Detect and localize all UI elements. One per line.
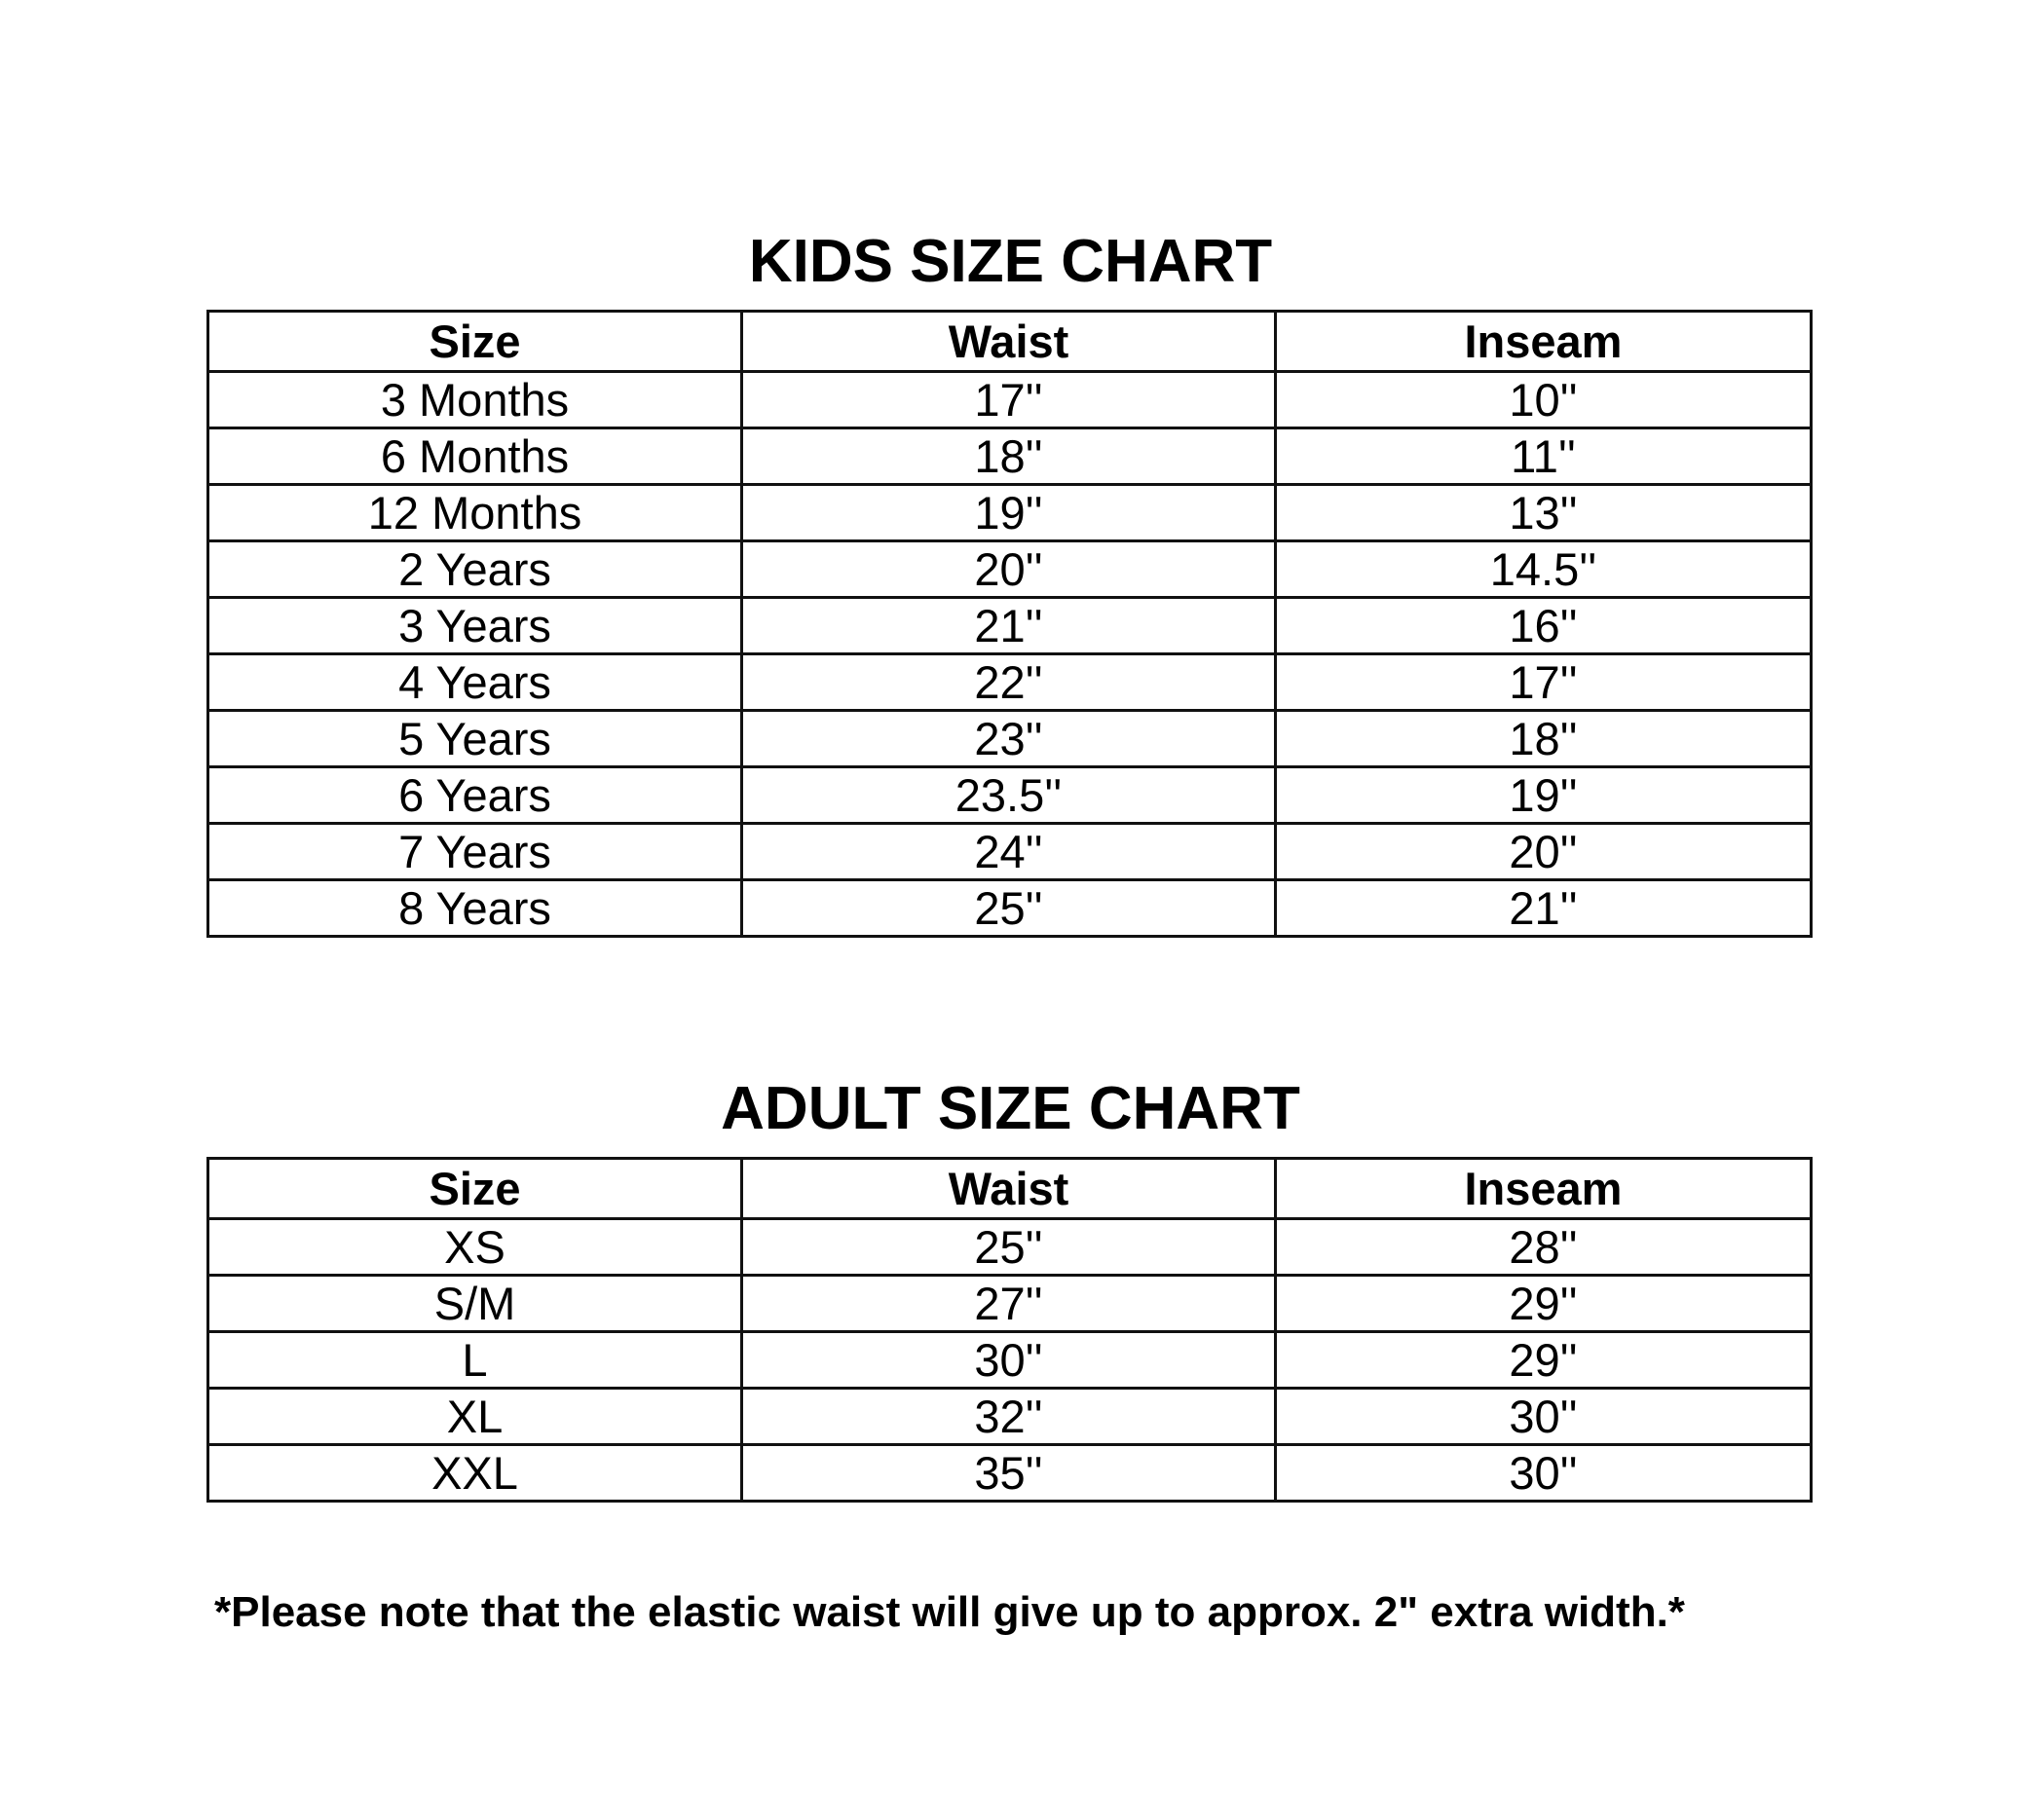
table-row	[208, 654, 1812, 711]
waist-cell: 18''	[742, 428, 1276, 485]
waist-cell: 27''	[742, 1276, 1276, 1332]
size-cell: XS	[208, 1219, 742, 1276]
table-row	[208, 711, 1812, 767]
inseam-cell: 17''	[1276, 654, 1812, 711]
size-cell: 2 Years	[208, 541, 742, 598]
size-cell: 3 Months	[208, 372, 742, 428]
size-cell: XXL	[208, 1445, 742, 1502]
table-row	[208, 485, 1812, 541]
size-cell: S/M	[208, 1276, 742, 1332]
inseam-cell: 11''	[1276, 428, 1812, 485]
kids-size-table	[206, 310, 1813, 938]
column-header-size: Size	[208, 312, 742, 372]
inseam-cell: 29''	[1276, 1332, 1812, 1389]
table-row	[208, 1219, 1812, 1276]
waist-cell: 23''	[742, 711, 1276, 767]
kids-size-chart-title: KIDS SIZE CHART	[748, 228, 1273, 295]
table-row	[208, 1445, 1812, 1502]
waist-cell: 25''	[742, 880, 1276, 937]
table-row	[208, 1389, 1812, 1445]
inseam-cell: 16''	[1276, 598, 1812, 654]
adult-size-table	[206, 1157, 1813, 1503]
size-cell: 3 Years	[208, 598, 742, 654]
inseam-cell: 19''	[1276, 767, 1812, 824]
waist-cell: 35''	[742, 1445, 1276, 1502]
size-cell: 7 Years	[208, 824, 742, 880]
adult-size-chart-title: ADULT SIZE CHART	[721, 1075, 1300, 1142]
waist-cell: 17''	[742, 372, 1276, 428]
size-cell: 6 Years	[208, 767, 742, 824]
column-header-inseam: Inseam	[1276, 312, 1812, 372]
size-cell: 5 Years	[208, 711, 742, 767]
inseam-cell: 10''	[1276, 372, 1812, 428]
elastic-waist-note: *Please note that the elastic waist will give up to approx. 2" extra width.*	[214, 1588, 1685, 1636]
waist-cell: 23.5''	[742, 767, 1276, 824]
table-row	[208, 880, 1812, 937]
inseam-cell: 30''	[1276, 1445, 1812, 1502]
table-row	[208, 824, 1812, 880]
waist-cell: 20''	[742, 541, 1276, 598]
waist-cell: 30''	[742, 1332, 1276, 1389]
table-row	[208, 1276, 1812, 1332]
size-cell: 12 Months	[208, 485, 742, 541]
inseam-cell: 14.5''	[1276, 541, 1812, 598]
waist-cell: 24''	[742, 824, 1276, 880]
size-cell: 8 Years	[208, 880, 742, 937]
waist-cell: 21''	[742, 598, 1276, 654]
waist-cell: 32''	[742, 1389, 1276, 1445]
column-header-inseam: Inseam	[1276, 1159, 1812, 1219]
table-row	[208, 428, 1812, 485]
table-header-row	[208, 1159, 1812, 1219]
table-row	[208, 1332, 1812, 1389]
column-header-size: Size	[208, 1159, 742, 1219]
inseam-cell: 18''	[1276, 711, 1812, 767]
inseam-cell: 13''	[1276, 485, 1812, 541]
table-row	[208, 767, 1812, 824]
size-cell: 4 Years	[208, 654, 742, 711]
table-row	[208, 372, 1812, 428]
table-row	[208, 541, 1812, 598]
waist-cell: 19''	[742, 485, 1276, 541]
size-cell: XL	[208, 1389, 742, 1445]
column-header-waist: Waist	[742, 1159, 1276, 1219]
inseam-cell: 28''	[1276, 1219, 1812, 1276]
size-cell: L	[208, 1332, 742, 1389]
inseam-cell: 21''	[1276, 880, 1812, 937]
column-header-waist: Waist	[742, 312, 1276, 372]
waist-cell: 22''	[742, 654, 1276, 711]
table-row	[208, 598, 1812, 654]
size-cell: 6 Months	[208, 428, 742, 485]
inseam-cell: 20''	[1276, 824, 1812, 880]
table-header-row	[208, 312, 1812, 372]
inseam-cell: 30''	[1276, 1389, 1812, 1445]
waist-cell: 25''	[742, 1219, 1276, 1276]
inseam-cell: 29''	[1276, 1276, 1812, 1332]
